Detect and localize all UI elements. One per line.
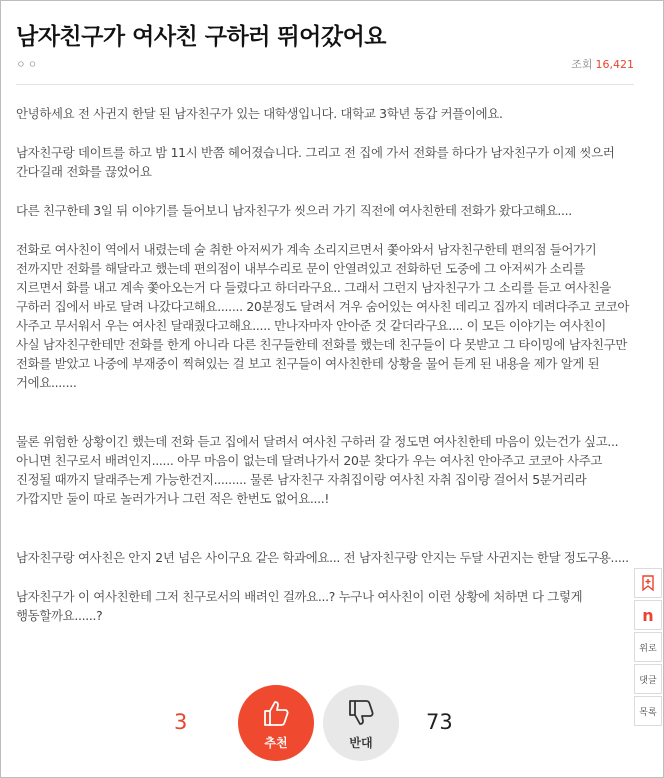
post-title: 남자친구가 여사친 구하러 뛰어갔어요 bbox=[16, 24, 387, 50]
author-name[interactable]: ㅇㅇ bbox=[16, 60, 40, 71]
nate-logo: n bbox=[642, 605, 654, 625]
downvote-label: 반대 bbox=[349, 735, 373, 750]
upvote-label: 추천 bbox=[264, 735, 288, 750]
paragraph-1: 안녕하세요 전 사귄지 한달 된 남자친구가 있는 대학생입니다. 대학교 3학년 동갑 커플이에요. bbox=[16, 106, 503, 121]
downvote-button[interactable] bbox=[323, 685, 399, 761]
post-body bbox=[16, 104, 632, 645]
paragraph-2: 남자친구랑 데이트를 하고 밤 11시 반쯤 헤어졌습니다. 그리고 전 집에 가서 전화를 하다가 남자친구가 이제 씻으러 간다길래 전화를 끊었어요 bbox=[16, 145, 619, 179]
upvote-count: 3 bbox=[174, 710, 188, 734]
bookmark-button[interactable] bbox=[634, 568, 662, 598]
paragraph-7: 남자친구가 이 여사친한테 그저 친구로서의 배려인 걸까요...? 누구나 여사친이 이런 상황에 처하면 다 그렇게 행동할까요......? bbox=[16, 589, 583, 623]
downvote-count: 73 bbox=[426, 710, 453, 734]
list-button[interactable] bbox=[634, 696, 662, 726]
comments-label: 댓글 bbox=[639, 675, 657, 686]
paragraph-6: 남자친구랑 여사친은 안지 2년 넘은 사이구요 같은 학과에요... 전 남자친구랑 안지는 두달 사귄지는 한달 정도구용..... bbox=[16, 550, 629, 565]
scroll-top-label: 위로 bbox=[639, 643, 657, 654]
comments-button[interactable] bbox=[634, 664, 662, 694]
list-label: 목록 bbox=[639, 707, 657, 718]
bookmark-icon bbox=[641, 575, 655, 591]
view-count-label: 조회 bbox=[571, 58, 593, 71]
thumbs-up-icon bbox=[259, 696, 293, 730]
paragraph-4: 전화로 여사친이 역에서 내렸는데 술 취한 아저씨가 계속 소리지르면서 쫓아와서 남자친구한테 편의점 들어가기 전까지만 전화를 해달라고 했는데 편의점이 내부수리로 문이 안열려있고 전화하던 도중에 그 아저씨가 소리를 지르면서 화를 내고 계속 쫓아오는거 다 들렸다고 하더라구요.. 그래서 그런지 남자친구가 그 소리를 듣고 여사친을 구하러 집에서 바로 달려 나갔다고해요....... 20분정도 달려서 겨우 숨어있는 여사친 데리고 집까지 데려다주고 코코아 사주고 무서워서 우는 여사친 달래줬다고해요..... 만나자마자 안아준 것 같더라구요.... 이 모든 이야기는 여사친이 사실 남자친구한테만 전화를 한게 아니라 다른 친구들한테 전화를 했는데 친구들이 다 못받고 그 타이밍에 남자친구만 전화를 받았고 나중에 부재중이 찍혀있는 걸 보고 친구들이 여사친한테 상황을 물어 듣게 된 내용을 제가 알게 된 거에요....... bbox=[16, 242, 633, 390]
paragraph-5: 물론 위험한 상황이긴 했는데 전화 듣고 집에서 달려서 여사친 구하러 갈 정도면 여사친한테 마음이 있는건가 싶고... 아니면 친구로서 배려인지...... 아무 마음이 없는데 달려나가서 20분 찾다가 우는 여사친 안아주고 코코아 사주고 진정될 때까지 달래주는게 가능한건지......... 물론 남자친구 자취집이랑 여사친 자취 집이랑 걸어서 5분거리라 가깝지만 둘이 따로 놀러가거나 그런 적은 한번도 없어요....! bbox=[16, 434, 622, 506]
view-count-value: 16,421 bbox=[595, 58, 634, 71]
upvote-button[interactable] bbox=[238, 685, 314, 761]
scroll-top-button[interactable] bbox=[634, 632, 662, 662]
nate-logo-button[interactable] bbox=[634, 600, 662, 630]
post-meta bbox=[16, 56, 634, 74]
view-count bbox=[571, 56, 634, 72]
thumbs-down-icon bbox=[344, 696, 378, 730]
title-divider bbox=[16, 84, 634, 85]
paragraph-3: 다른 친구한테 3일 뒤 이야기를 들어보니 남자친구가 씻으러 가기 직전에 여사친한테 전화가 왔다고해요.... bbox=[16, 203, 572, 218]
floating-sidebar bbox=[634, 568, 662, 728]
